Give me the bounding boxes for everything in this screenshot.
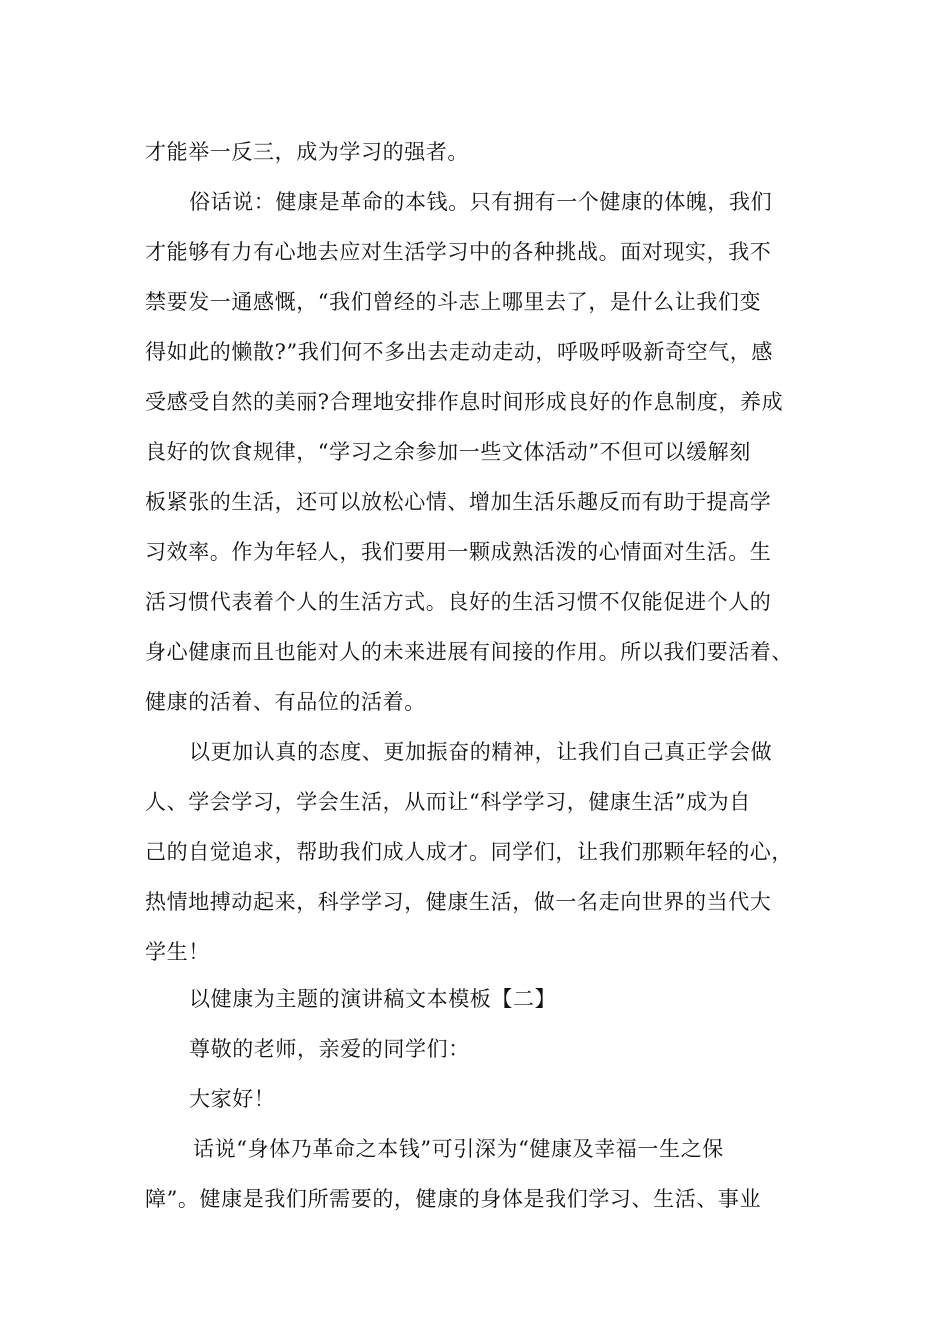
- paragraph-3-line-3: 己的自觉追求，帮助我们成人成才。同学们，让我们那颗年轻的心，: [145, 840, 793, 864]
- paragraph-3-line-4: 热情地搏动起来，科学学习，健康生活，做一名走向世界的当代大: [145, 890, 772, 914]
- paragraph-2-line-3: 禁要发一通感慨，“我们曾经的斗志上哪里去了，是什么让我们变: [145, 290, 762, 314]
- paragraph-2-line-2: 才能够有力有心地去应对生活学习中的各种挑战。面对现实，我不: [145, 240, 772, 264]
- paragraph-2-line-11: 健康的活着、有品位的活着。: [145, 690, 426, 714]
- paragraph-3-line-1: 以更加认真的态度、更加振奋的精神，让我们自己真正学会做: [189, 740, 773, 764]
- paragraph-2-line-6: 良好的饮食规律，“学习之余参加一些文体活动”不但可以缓解刻: [145, 440, 751, 464]
- greeting: 大家好！: [189, 1087, 276, 1111]
- section-title: 以健康为主题的演讲稿文本模板【二】: [189, 987, 557, 1011]
- paragraph-3-line-2: 人、学会学习，学会生活，从而让“科学学习，健康生活”成为自: [145, 790, 751, 814]
- paragraph-4-line-1: 话说“身体乃革命之本钱”可引深为“健康及幸福一生之保: [193, 1137, 724, 1161]
- paragraph-2-line-7: 板紧张的生活，还可以放松心情、增加生活乐趣反而有助于提高学: [145, 490, 772, 514]
- paragraph-2-line-1: 俗话说：健康是革命的本钱。只有拥有一个健康的体魄，我们: [189, 190, 773, 214]
- paragraph-2-line-5: 受感受自然的美丽?合理地安排作息时间形成良好的作息制度，养成: [145, 390, 784, 414]
- paragraph-2-line-10: 身心健康而且也能对人的未来进展有间接的作用。所以我们要活着、: [145, 640, 793, 664]
- paragraph-2-line-4: 得如此的懒散?”我们何不多出去走动走动，呼吸呼吸新奇空气，感: [145, 340, 773, 364]
- paragraph-2-line-9: 活习惯代表着个人的生活方式。良好的生活习惯不仅能促进个人的: [145, 590, 772, 614]
- paragraph-4-line-2: 障”。健康是我们所需要的，健康的身体是我们学习、生活、事业: [145, 1187, 762, 1211]
- salutation: 尊敬的老师，亲爱的同学们：: [189, 1037, 470, 1061]
- paragraph-1-line-1: 才能举一反三，成为学习的强者。: [145, 140, 469, 164]
- paragraph-2-line-8: 习效率。作为年轻人，我们要用一颗成熟活泼的心情面对生活。生: [145, 540, 772, 564]
- paragraph-3-line-5: 学生！: [145, 940, 210, 964]
